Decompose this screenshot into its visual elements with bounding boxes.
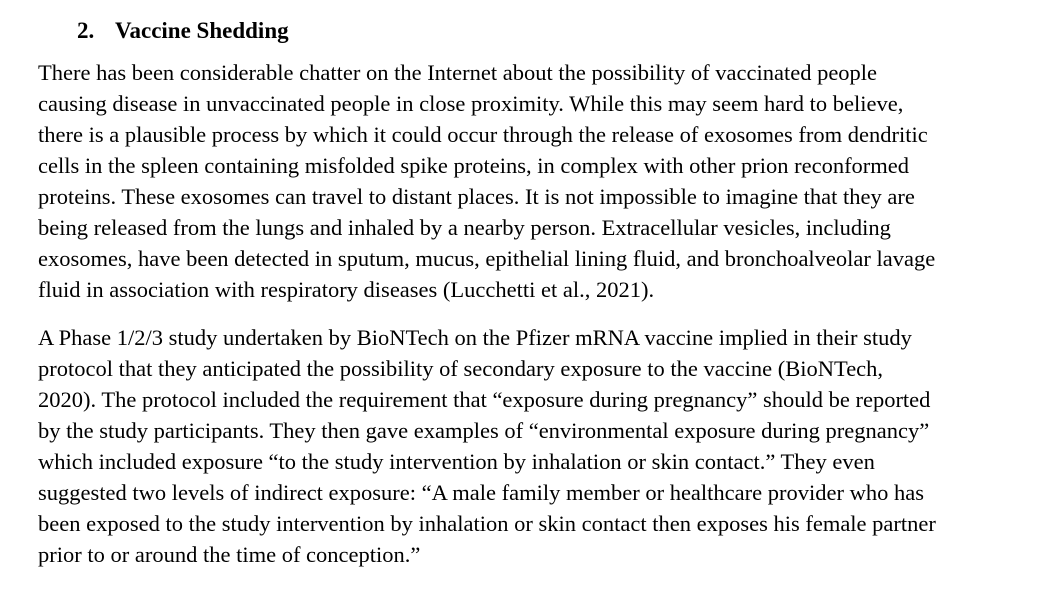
text-line: been exposed to the study intervention by inhalation or skin contact then exposes his female partner (38, 511, 936, 536)
text-line: 2020). The protocol included the requirement that “exposure during pregnancy” should be reported (38, 387, 931, 412)
text-line: there is a plausible process by which it could occur through the release of exosomes from dendritic (38, 122, 928, 147)
section-heading (77, 15, 289, 47)
text-line: exosomes, have been detected in sputum, mucus, epithelial lining fluid, and bronchoalveolar lavage (38, 246, 936, 271)
text-line: protocol that they anticipated the possibility of secondary exposure to the vaccine (BioNTech, (38, 356, 884, 381)
text-line: being released from the lungs and inhaled by a nearby person. Extracellular vesicles, including (38, 215, 891, 240)
paragraph-2 (38, 322, 936, 570)
text-line: There has been considerable chatter on the Internet about the possibility of vaccinated people (38, 60, 878, 85)
text-line: which included exposure “to the study intervention by inhalation or skin contact.” They even (38, 449, 875, 474)
paragraph-1 (38, 57, 935, 305)
section-title: Vaccine Shedding (115, 18, 289, 43)
text-line: A Phase 1/2/3 study undertaken by BioNTech on the Pfizer mRNA vaccine implied in their study (38, 325, 912, 350)
text-line: cells in the spleen containing misfolded spike proteins, in complex with other prion reconformed (38, 153, 910, 178)
text-line: fluid in association with respiratory diseases (Lucchetti et al., 2021). (38, 277, 655, 302)
text-line: prior to or around the time of conception.” (38, 542, 421, 567)
text-line: by the study participants. They then gave examples of “environmental exposure during pregnancy” (38, 418, 930, 443)
section-number: 2. (77, 18, 95, 43)
text-line: causing disease in unvaccinated people in close proximity. While this may seem hard to believe, (38, 91, 904, 116)
text-line: suggested two levels of indirect exposure: “A male family member or healthcare provider who has (38, 480, 924, 505)
text-line: proteins. These exosomes can travel to distant places. It is not impossible to imagine that they are (38, 184, 915, 209)
